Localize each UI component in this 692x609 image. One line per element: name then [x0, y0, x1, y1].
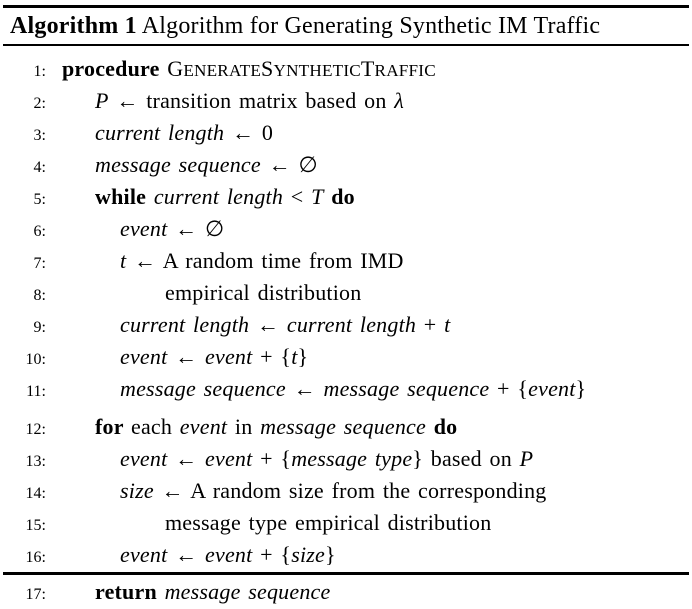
plain-text: } [575, 376, 587, 401]
variable: event [120, 344, 168, 369]
algo-line-3 [0, 118, 692, 150]
variable: message sequence [164, 579, 331, 604]
line-number: 12: [25, 421, 46, 438]
line-content [120, 374, 586, 403]
algo-line-4 [0, 150, 692, 182]
plain-text: + { [252, 542, 292, 567]
variable: current length [120, 312, 250, 337]
variable: event [205, 542, 253, 567]
smallcaps-letter: E [250, 61, 262, 80]
line-number: 17: [25, 586, 46, 603]
variable: size [291, 542, 326, 567]
line-number: 7: [33, 255, 46, 272]
bottom-rule [3, 572, 689, 575]
smallcaps-letter: A [386, 61, 399, 80]
line-number: 2: [33, 95, 46, 112]
line-content [62, 54, 436, 85]
line-content [120, 540, 336, 569]
line-content [120, 444, 533, 473]
keyword: do [426, 414, 458, 439]
plain-text: + { [252, 446, 292, 471]
line-content [95, 86, 404, 115]
line-content [95, 118, 273, 147]
variable: event [120, 446, 168, 471]
smallcaps-letter: F [408, 61, 419, 80]
algorithm-caption-label: Algorithm 1 [10, 13, 137, 39]
smallcaps-letter: I [418, 61, 425, 80]
algorithm-caption [0, 8, 692, 44]
variable: event [120, 542, 168, 567]
smallcaps-letter: F [398, 61, 409, 80]
line-content [95, 412, 457, 441]
algo-line-6 [0, 214, 692, 246]
smallcaps-letter: A [228, 61, 240, 80]
pseudocode-body [0, 46, 692, 609]
plain-text: ← transition matrix based on [108, 88, 395, 113]
keyword: do [323, 184, 355, 209]
plain-text: ← [167, 542, 206, 567]
plain-text: message type empirical distribution [165, 510, 492, 535]
smallcaps-letter: T [239, 61, 251, 80]
smallcaps-letter: T [332, 61, 344, 80]
plain-text: each [131, 414, 180, 439]
line-content [120, 342, 308, 371]
line-content [120, 246, 404, 275]
plain-text: < [283, 184, 312, 209]
variable: message sequence [120, 376, 286, 401]
line-number: 15: [25, 517, 46, 534]
smallcaps-letter: T [360, 56, 375, 81]
variable: t [120, 248, 127, 273]
plain-text: ← ∅ [260, 152, 318, 177]
line-number: 10: [25, 351, 46, 368]
plain-text: + [416, 312, 445, 337]
algo-line-15 [0, 508, 692, 540]
plain-text: ← ∅ [167, 216, 225, 241]
keyword: while [95, 184, 154, 209]
line-content [165, 278, 361, 307]
line-number: 4: [33, 159, 46, 176]
algo-line-16 [0, 540, 692, 572]
procedure-name [167, 56, 436, 81]
smallcaps-letter: N [286, 61, 299, 80]
smallcaps-letter: C [349, 61, 361, 80]
variable: event [205, 344, 253, 369]
variable: event [179, 414, 228, 439]
algorithm-caption-title: Algorithm for Generating Synthetic IM Traffic [136, 13, 601, 39]
plain-text: ← 0 [224, 120, 274, 145]
plain-text: + { [489, 376, 529, 401]
algo-line-12 [0, 412, 692, 444]
plain-text: in [227, 414, 261, 439]
variable: P [519, 446, 534, 471]
smallcaps-letter: G [167, 56, 184, 81]
algo-line-17 [0, 577, 692, 609]
variable: event [528, 376, 576, 401]
line-content [165, 508, 491, 537]
smallcaps-letter: R [374, 61, 387, 80]
variable: current length [153, 184, 284, 209]
line-number: 5: [33, 191, 46, 208]
variable: current length [286, 312, 417, 337]
line-content [120, 310, 450, 339]
smallcaps-letter: Y [273, 61, 287, 80]
line-number: 3: [33, 127, 46, 144]
line-content [120, 214, 224, 243]
variable: current length [95, 120, 225, 145]
algo-line-5 [0, 182, 692, 214]
smallcaps-letter: H [309, 61, 322, 80]
algo-line-8 [0, 278, 692, 310]
algo-line-7 [0, 246, 692, 278]
algo-line-2 [0, 86, 692, 118]
line-number: 11: [26, 383, 46, 400]
smallcaps-letter: C [424, 61, 436, 80]
plain-text: } [325, 542, 336, 567]
smallcaps-letter: E [183, 61, 195, 80]
line-number: 14: [25, 485, 46, 502]
algo-line-10 [0, 342, 692, 374]
line-content [120, 476, 546, 505]
smallcaps-letter: E [206, 61, 218, 80]
smallcaps-letter: I [343, 61, 350, 80]
variable: P [95, 88, 109, 113]
plain-text: empirical distribution [165, 280, 362, 305]
algo-line-14 [0, 476, 692, 508]
smallcaps-letter: N [194, 61, 207, 80]
keyword: for [95, 414, 131, 439]
plain-text: + { [252, 344, 292, 369]
algo-line-13 [0, 444, 692, 476]
plain-text: } based on [412, 446, 520, 471]
algo-line-11 [0, 374, 692, 406]
plain-text: ← A random time from IMD [126, 248, 404, 273]
line-number: 8: [33, 287, 46, 304]
line-number: 9: [33, 319, 46, 336]
plain-text: ← [249, 312, 287, 337]
smallcaps-letter: S [261, 56, 274, 81]
plain-text: ← [167, 344, 206, 369]
variable: message sequence [260, 414, 426, 439]
line-number: 6: [33, 223, 46, 240]
variable: event [205, 446, 253, 471]
line-content [95, 577, 330, 606]
keyword: return [95, 579, 165, 604]
smallcaps-letter: T [298, 61, 310, 80]
plain-text: ← A random size from the corresponding [153, 478, 547, 503]
algorithm-figure [0, 5, 692, 604]
line-content [95, 182, 355, 211]
variable: event [120, 216, 168, 241]
variable: message sequence [323, 376, 490, 401]
variable: size [120, 478, 154, 503]
variable: message type [291, 446, 413, 471]
variable: λ [394, 88, 404, 113]
line-number: 13: [25, 453, 46, 470]
smallcaps-letter: R [217, 61, 229, 80]
variable: T [311, 184, 324, 209]
keyword: procedure [62, 56, 168, 81]
plain-text: ← [167, 446, 206, 471]
variable: t [291, 344, 298, 369]
variable: message sequence [95, 152, 261, 177]
algo-line-1 [0, 54, 692, 86]
algo-line-9 [0, 310, 692, 342]
variable: t [444, 312, 451, 337]
line-number: 16: [25, 549, 46, 566]
smallcaps-letter: E [321, 61, 333, 80]
line-content [95, 150, 318, 179]
plain-text: ← [285, 376, 324, 401]
line-number: 1: [33, 63, 46, 80]
plain-text: } [297, 344, 309, 369]
